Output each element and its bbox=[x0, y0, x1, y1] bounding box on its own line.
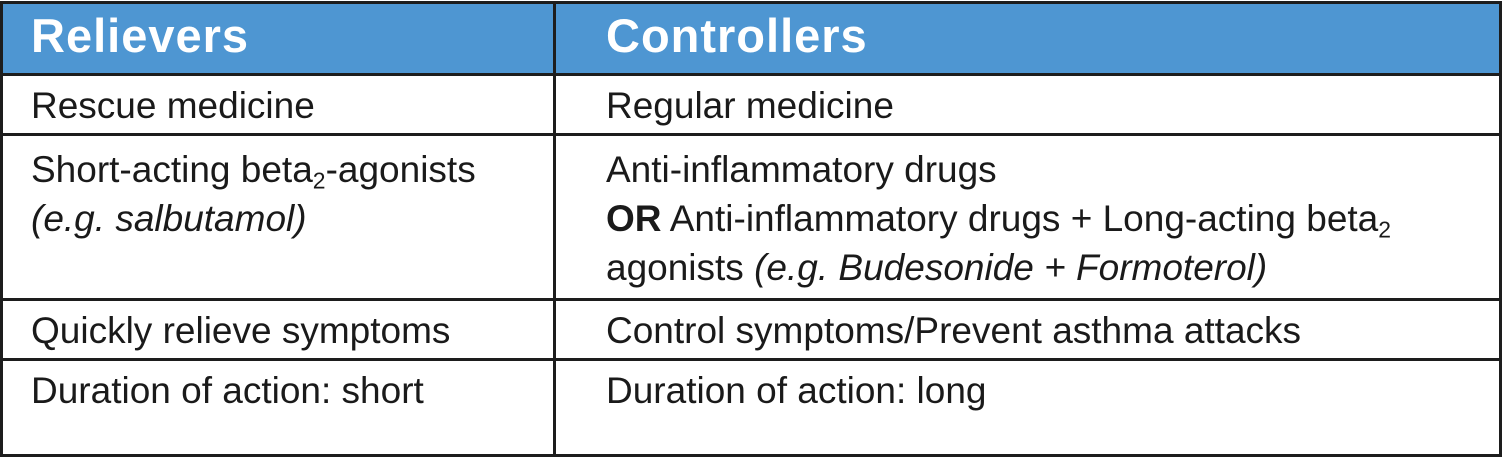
column-header-controllers: Controllers bbox=[555, 3, 1501, 75]
controller-drug-line3: agonists (e.g. Budesonide + Formoterol) bbox=[606, 247, 1268, 288]
table-row-effect bbox=[2, 300, 1501, 360]
cell-reliever-rescue: Rescue medicine bbox=[2, 75, 555, 135]
cell-reliever-effect: Quickly relieve symptoms bbox=[2, 300, 555, 360]
table-row-rescue-medicine bbox=[2, 75, 1501, 135]
table-header-row bbox=[2, 3, 1501, 75]
cell-controller-duration: Duration of action: long bbox=[555, 360, 1501, 456]
reliever-drug-example: (e.g. salbutamol) bbox=[31, 198, 307, 239]
cell-controller-effect: Control symptoms/Prevent asthma attacks bbox=[555, 300, 1501, 360]
cell-reliever-drug-type bbox=[2, 135, 555, 300]
controller-drug-example: (e.g. Budesonide + Formoterol) bbox=[754, 247, 1268, 288]
cell-controller-drug-type bbox=[555, 135, 1501, 300]
cell-reliever-duration: Duration of action: short bbox=[2, 360, 555, 456]
column-header-relievers: Relievers bbox=[2, 3, 555, 75]
reliever-drug-line1: Short-acting beta$_2$-agonists bbox=[31, 149, 476, 194]
beta-subscript: 2 bbox=[312, 167, 326, 194]
or-emphasis: OR bbox=[606, 198, 662, 239]
table-row-drug-type bbox=[2, 135, 1501, 300]
controller-drug-line1: Anti-inflammatory drugs bbox=[606, 149, 997, 190]
table-row-duration bbox=[2, 360, 1501, 456]
controller-drug-line2: OR Anti-inflammatory drugs + Long-acting beta$_2$ bbox=[606, 198, 1392, 243]
medication-comparison-table bbox=[0, 1, 1502, 457]
beta-subscript: 2 bbox=[1378, 216, 1392, 243]
cell-controller-regular: Regular medicine bbox=[555, 75, 1501, 135]
